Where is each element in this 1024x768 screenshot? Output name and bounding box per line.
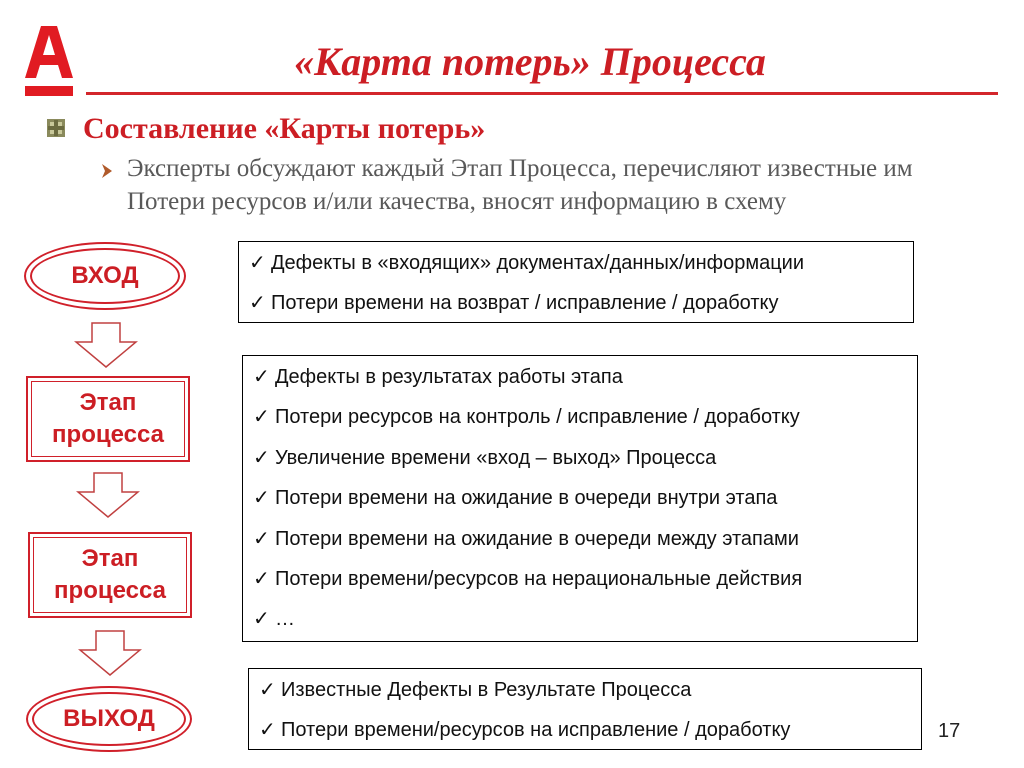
output-losses-box <box>248 668 922 750</box>
list-item: ✓ … <box>253 608 295 630</box>
check-icon: ✓ <box>249 292 266 314</box>
stage-box-2 <box>28 532 192 618</box>
stage-1-label: Этап процесса <box>52 389 164 448</box>
arrow-bullet-icon <box>100 162 114 180</box>
input-oval <box>24 242 186 310</box>
stage-2-label: Этап процесса <box>54 545 166 604</box>
list-item: ✓ Дефекты в результатах работы этапа <box>253 366 623 388</box>
list-item: ✓ Потери ресурсов на контроль / исправление / доработку <box>253 406 800 428</box>
stage-box-1 <box>26 376 190 462</box>
check-icon: ✓ <box>259 679 276 701</box>
page-number: 17 <box>938 720 961 742</box>
down-arrow-icon <box>76 472 140 518</box>
check-icon: ✓ <box>253 447 270 469</box>
output-oval <box>26 686 192 752</box>
check-icon: ✓ <box>253 608 270 630</box>
title-divider <box>86 92 998 95</box>
list-item: ✓ Потери времени на ожидание в очереди внутри этапа <box>253 487 778 509</box>
check-icon: ✓ <box>249 252 266 274</box>
check-icon: ✓ <box>253 487 270 509</box>
list-item: ✓ Увеличение времени «вход – выход» Процесса <box>253 447 717 469</box>
stage-losses-box <box>242 355 918 642</box>
section-description: Эксперты обсуждают каждый Этап Процесса, перечисляют известные им Потери ресурсов и/или качества, вносят информацию в схему <box>127 155 913 215</box>
input-losses-box <box>238 241 914 323</box>
output-label: ВЫХОД <box>63 705 155 732</box>
slide-title: «Карта потерь» Процесса <box>294 39 766 84</box>
down-arrow-icon <box>74 322 138 368</box>
section-heading: Составление «Карты потерь» <box>83 112 486 145</box>
check-icon: ✓ <box>253 528 270 550</box>
input-label: ВХОД <box>71 262 139 289</box>
check-icon: ✓ <box>253 406 270 428</box>
list-item: ✓ Потери времени на возврат / исправление / доработку <box>249 292 779 314</box>
list-item: ✓ Потери времени/ресурсов на исправление / доработку <box>259 719 791 741</box>
down-arrow-icon <box>78 630 142 676</box>
list-item: ✓ Потери времени на ожидание в очереди между этапами <box>253 528 799 550</box>
check-icon: ✓ <box>259 719 276 741</box>
list-item: ✓ Дефекты в «входящих» документах/данных/информации <box>249 252 804 274</box>
check-icon: ✓ <box>253 568 270 590</box>
square-bullet-icon <box>46 118 66 138</box>
check-icon: ✓ <box>253 366 270 388</box>
list-item: ✓ Потери времени/ресурсов на нерациональные действия <box>253 568 803 590</box>
list-item: ✓ Известные Дефекты в Результате Процесса <box>259 679 692 701</box>
alfa-logo-icon <box>24 22 74 102</box>
